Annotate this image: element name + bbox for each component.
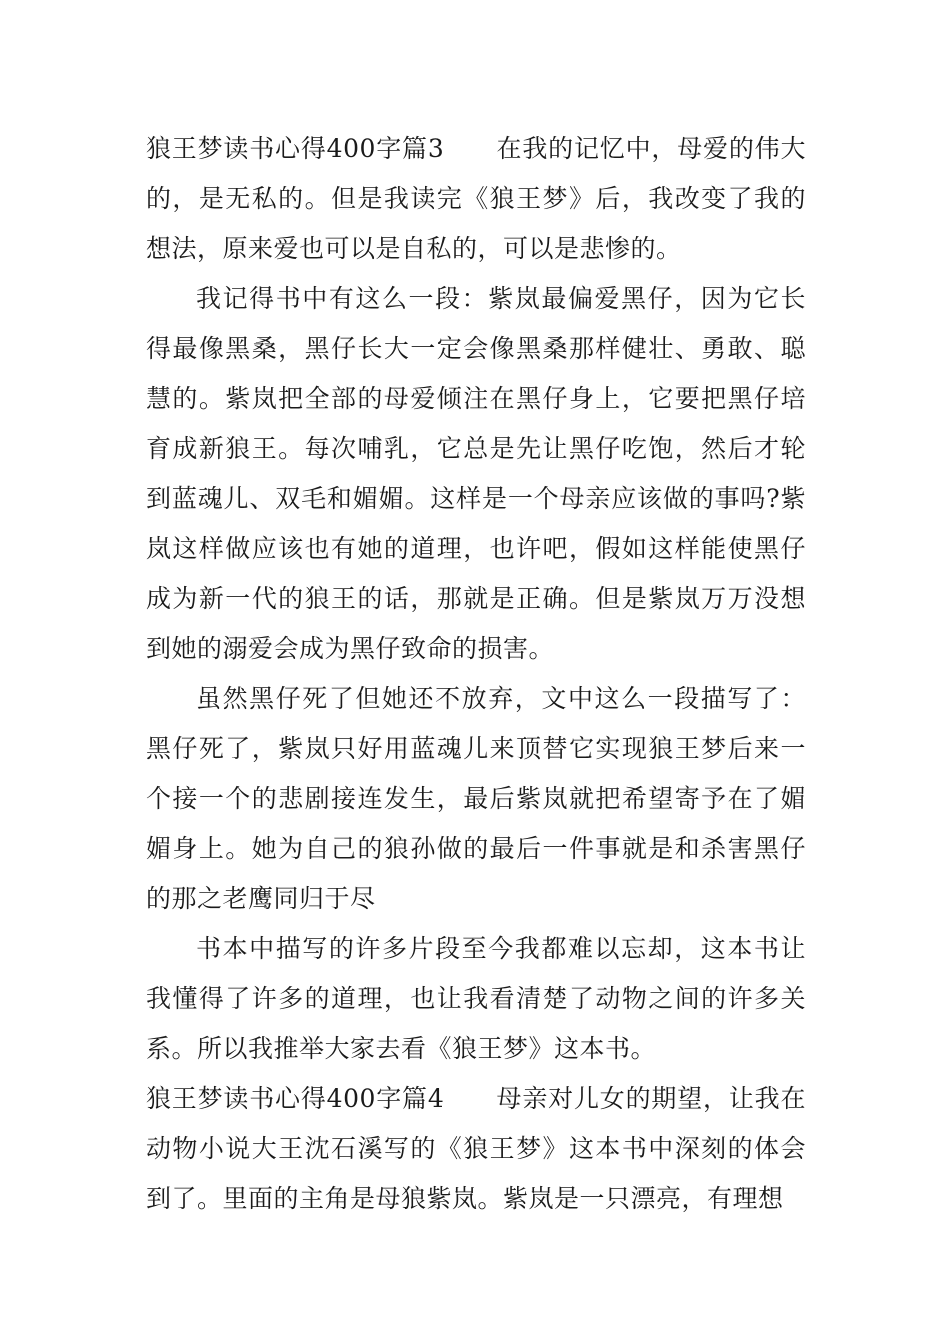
section3-intro [146, 124, 806, 274]
section4-intro [146, 1074, 806, 1224]
section4-lead-text: 母亲对儿女的期望，让我在动物小说大王沈石溪写的《狼王梦》这本书中深刻的体会到了。里面的主角是母狼紫岚。紫岚是一只漂亮，有理想 [146, 1084, 806, 1213]
section3-paragraph-3: 书本中描写的许多片段至今我都难以忘却，这本书让我懂得了许多的道理，也让我看清楚了动物之间的许多关系。所以我推举大家去看《狼王梦》这本书。 [146, 934, 806, 1063]
section3-lead-text: 在我的记忆中，母爱的伟大的，是无私的。但是我读完《狼王梦》后，我改变了我的想法，原来爱也可以是自私的，可以是悲惨的。 [146, 134, 806, 263]
section3-paragraph-1: 我记得书中有这么一段：紫岚最偏爱黑仔，因为它长得最像黑桑，黑仔长大一定会像黑桑那样健壮、勇敢、聪慧的。紫岚把全部的母爱倾注在黑仔身上，它要把黑仔培育成新狼王。每次哺乳，它总是先让黑仔吃饱，然后才轮到蓝魂儿、双毛和媚媚。这样是一个母亲应该做的事吗?紫岚这样做应该也有她的道理，也许吧，假如这样能使黑仔成为新一代的狼王的话，那就是正确。但是紫岚万万没想到她的溺爱会成为黑仔致命的损害。 [146, 284, 806, 663]
document-body [146, 124, 806, 1224]
section3-paragraph-2: 虽然黑仔死了但她还不放弃，文中这么一段描写了：黑仔死了，紫岚只好用蓝魂儿来顶替它实现狼王梦后来一个接一个的悲剧接连发生，最后紫岚就把希望寄予在了媚媚身上。她为自己的狼孙做的最后一件事就是和杀害黑仔的那之老鹰同归于尽 [146, 684, 806, 913]
section3-heading: 狼王梦读书心得400字篇3 [146, 134, 445, 163]
section4-heading: 狼王梦读书心得400字篇4 [146, 1084, 445, 1113]
